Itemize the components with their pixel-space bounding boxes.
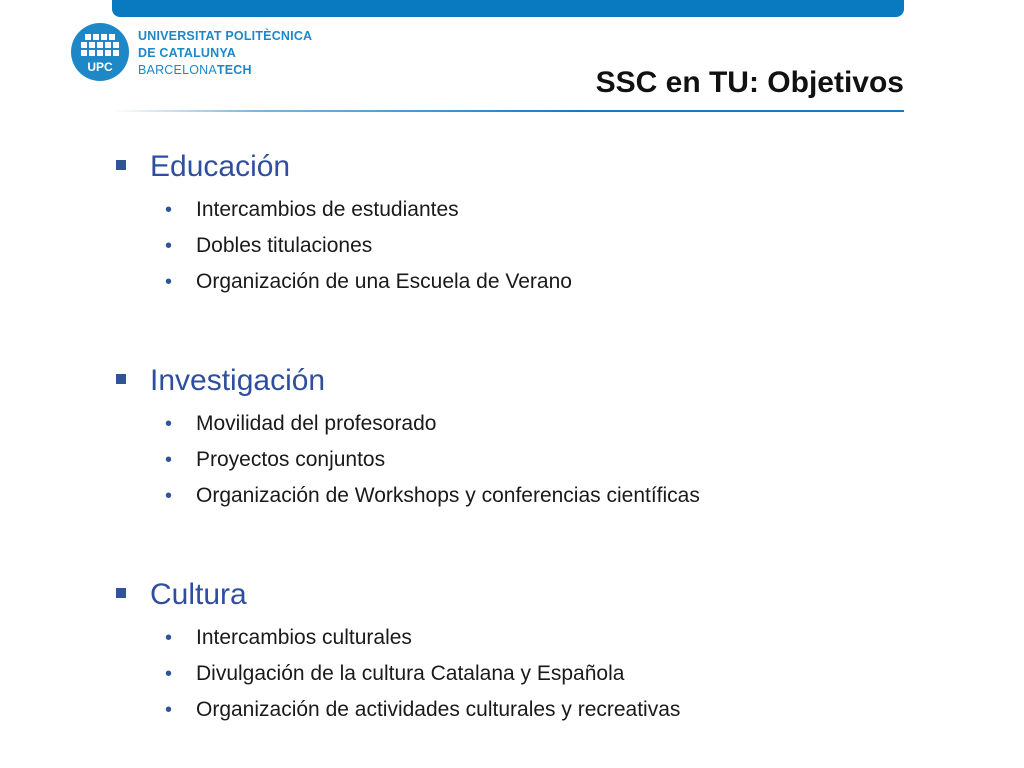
logo-line-2: DE CATALUNYA [138,46,237,60]
list-item [113,484,913,520]
list-item [113,448,913,484]
list-item [113,662,913,698]
section-title: Investigación [150,364,326,397]
bullet-dot-icon: • [165,199,173,221]
bullet-dot-icon: • [165,627,173,649]
list-item-text: Movilidad del profesorado [196,412,437,435]
list-item-text: Intercambios culturales [196,626,412,649]
title-divider [112,110,904,112]
logo-mark-text: UPC [87,60,113,74]
bullet-dot-icon: • [165,699,173,721]
list-item-text: Organización de una Escuela de Verano [196,270,572,293]
section-heading [113,364,913,404]
section-heading [113,150,913,190]
list-item [113,412,913,448]
list-item [113,626,913,662]
slide-content [113,150,913,768]
square-bullet-icon [116,588,126,598]
list-item-text: Organización de actividades culturales y recreativas [196,698,681,721]
list-item-text: Dobles titulaciones [196,234,373,257]
section-title: Educación [150,150,291,183]
bullet-dot-icon: • [165,449,173,471]
bullet-dot-icon: • [165,485,173,507]
bullet-list [113,626,913,734]
section-educacion [113,150,913,306]
bullet-list [113,198,913,306]
square-bullet-icon [116,160,126,170]
bullet-list [113,412,913,520]
section-cultura [113,578,913,734]
bullet-dot-icon: • [165,271,173,293]
logo-line-3 [138,62,312,79]
slide-title: SSC en TU: Objetivos [595,66,904,99]
logo-line-3-prefix: BARCELONA [138,63,217,77]
header-accent-bar [112,0,904,17]
list-item [113,198,913,234]
logo-text [138,28,312,79]
section-heading [113,578,913,618]
list-item [113,698,913,734]
logo-line-1: UNIVERSITAT POLITÈCNICA [138,29,313,43]
upc-logo-icon [70,22,130,82]
list-item-text: Divulgación de la cultura Catalana y Española [196,662,625,685]
list-item [113,270,913,306]
bullet-dot-icon: • [165,663,173,685]
list-item-text: Organización de Workshops y conferencias científicas [196,484,700,507]
section-investigacion [113,364,913,520]
list-item [113,234,913,270]
list-item-text: Intercambios de estudiantes [196,198,459,221]
bullet-dot-icon: • [165,235,173,257]
list-item-text: Proyectos conjuntos [196,448,386,471]
bullet-dot-icon: • [165,413,173,435]
section-title: Cultura [150,578,247,611]
logo-line-3-suffix: TECH [216,63,252,77]
upc-logo [70,22,370,86]
square-bullet-icon [116,374,126,384]
